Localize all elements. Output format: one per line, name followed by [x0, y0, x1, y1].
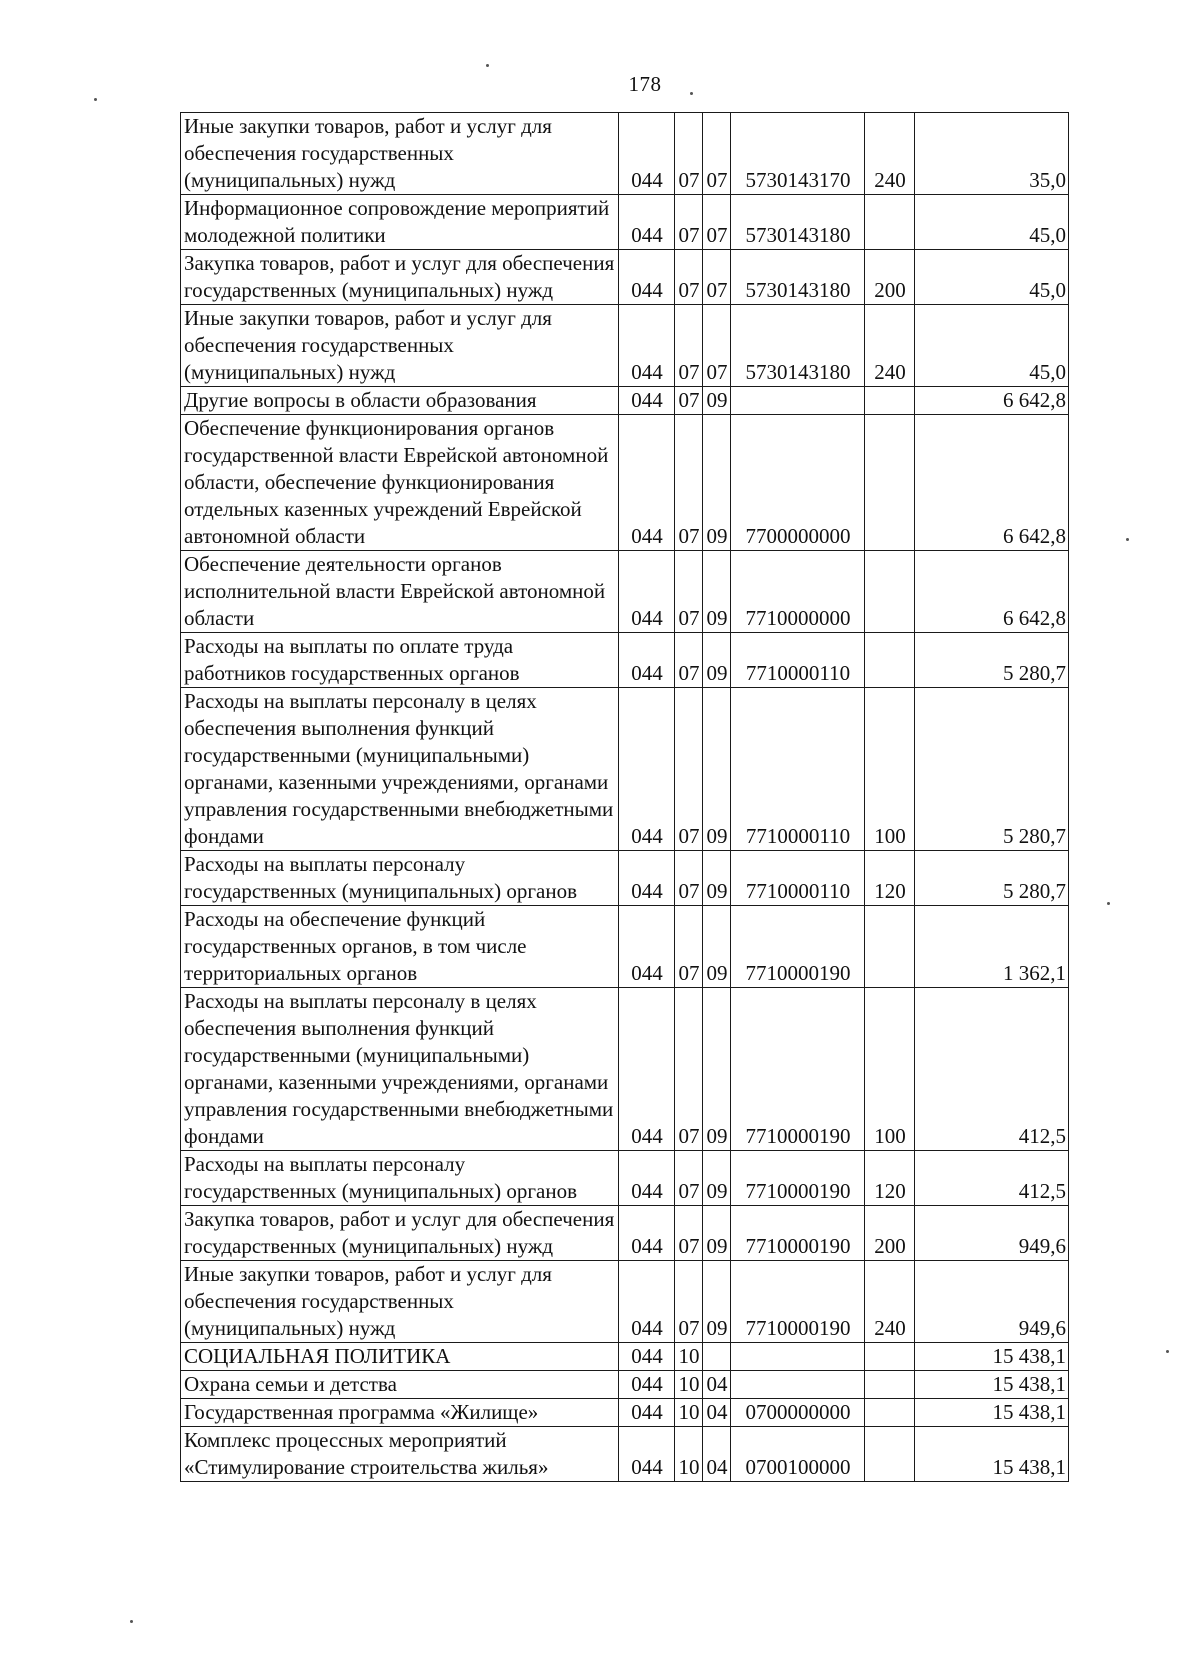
row-name-cell: Закупка товаров, работ и услуг для обеспечения государственных (муниципальных) нужд [181, 250, 619, 305]
row-rz-cell: 07 [675, 387, 703, 415]
row-name-cell: Расходы на выплаты персоналу в целях обеспечения выполнения функций государственными (муниципальными) органами, казенными учреждениями, органами управления государственными внебюджетными фондами [181, 688, 619, 851]
row-name-cell: Расходы на выплаты персоналу в целях обеспечения выполнения функций государственными (муниципальными) органами, казенными учреждениями, органами управления государственными внебюджетными фондами [181, 988, 619, 1151]
row-sum-cell: 15 438,1 [915, 1371, 1069, 1399]
scan-speck [94, 98, 97, 101]
row-rz-cell: 07 [675, 988, 703, 1151]
row-ved-cell: 044 [619, 195, 675, 250]
row-ved-cell: 044 [619, 551, 675, 633]
row-csr-cell: 5730143180 [731, 250, 865, 305]
row-rz-cell: 07 [675, 1206, 703, 1261]
row-sum-cell: 5 280,7 [915, 633, 1069, 688]
budget-table [180, 112, 1069, 1482]
row-vr-cell [865, 1343, 915, 1371]
row-name-cell: Закупка товаров, работ и услуг для обеспечения государственных (муниципальных) нужд [181, 1206, 619, 1261]
row-pr-cell: 09 [703, 1151, 731, 1206]
row-ved-cell: 044 [619, 415, 675, 551]
row-pr-cell: 07 [703, 305, 731, 387]
row-ved-cell: 044 [619, 1343, 675, 1371]
table-row [181, 551, 1069, 633]
row-vr-cell [865, 1371, 915, 1399]
row-rz-cell: 07 [675, 1151, 703, 1206]
row-sum-cell: 45,0 [915, 195, 1069, 250]
row-sum-cell: 1 362,1 [915, 906, 1069, 988]
row-sum-cell: 15 438,1 [915, 1399, 1069, 1427]
row-vr-cell: 240 [865, 305, 915, 387]
table-row [181, 1427, 1069, 1482]
table-row [181, 1261, 1069, 1343]
row-csr-cell: 7710000110 [731, 688, 865, 851]
row-sum-cell: 15 438,1 [915, 1427, 1069, 1482]
row-csr-cell: 7710000190 [731, 1151, 865, 1206]
page-number: 178 [628, 72, 662, 96]
row-csr-cell [731, 387, 865, 415]
table-row [181, 415, 1069, 551]
row-rz-cell: 07 [675, 195, 703, 250]
table-row [181, 250, 1069, 305]
row-name-cell: Расходы на обеспечение функций государственных органов, в том числе территориальных органов [181, 906, 619, 988]
row-sum-cell: 6 642,8 [915, 551, 1069, 633]
row-csr-cell: 0700100000 [731, 1427, 865, 1482]
row-csr-cell: 7710000190 [731, 1206, 865, 1261]
scan-speck [486, 64, 489, 67]
row-ved-cell: 044 [619, 250, 675, 305]
row-ved-cell: 044 [619, 1371, 675, 1399]
budget-table-body [181, 113, 1069, 1482]
row-vr-cell [865, 1427, 915, 1482]
row-vr-cell: 120 [865, 1151, 915, 1206]
row-vr-cell: 120 [865, 851, 915, 906]
row-rz-cell: 07 [675, 415, 703, 551]
row-pr-cell: 09 [703, 851, 731, 906]
table-row [181, 1151, 1069, 1206]
row-ved-cell: 044 [619, 1427, 675, 1482]
scan-speck [1126, 538, 1129, 541]
row-ved-cell: 044 [619, 387, 675, 415]
row-pr-cell: 09 [703, 1206, 731, 1261]
row-ved-cell: 044 [619, 305, 675, 387]
row-vr-cell [865, 415, 915, 551]
row-sum-cell: 35,0 [915, 113, 1069, 195]
row-rz-cell: 07 [675, 906, 703, 988]
row-vr-cell: 240 [865, 113, 915, 195]
row-pr-cell: 09 [703, 906, 731, 988]
row-csr-cell: 7700000000 [731, 415, 865, 551]
row-name-cell: Расходы на выплаты персоналу государственных (муниципальных) органов [181, 1151, 619, 1206]
row-csr-cell: 7710000190 [731, 1261, 865, 1343]
row-pr-cell: 04 [703, 1371, 731, 1399]
row-ved-cell: 044 [619, 1206, 675, 1261]
row-pr-cell: 07 [703, 250, 731, 305]
row-vr-cell [865, 195, 915, 250]
row-name-cell: Обеспечение функционирования органов государственной власти Еврейской автономной области, обеспечение функционирования отдельных казенных учреждений Еврейской автономной области [181, 415, 619, 551]
row-rz-cell: 07 [675, 1261, 703, 1343]
scan-speck [690, 92, 693, 95]
row-name-cell: Иные закупки товаров, работ и услуг для обеспечения государственных (муниципальных) нужд [181, 305, 619, 387]
row-vr-cell: 200 [865, 250, 915, 305]
table-row [181, 1206, 1069, 1261]
row-name-cell: Расходы на выплаты персоналу государственных (муниципальных) органов [181, 851, 619, 906]
row-sum-cell: 949,6 [915, 1261, 1069, 1343]
row-pr-cell: 09 [703, 551, 731, 633]
row-sum-cell: 949,6 [915, 1206, 1069, 1261]
row-name-cell: Расходы на выплаты по оплате труда работников государственных органов [181, 633, 619, 688]
row-name-cell: Информационное сопровождение мероприятий молодежной политики [181, 195, 619, 250]
table-row [181, 688, 1069, 851]
row-csr-cell: 5730143170 [731, 113, 865, 195]
row-csr-cell: 7710000110 [731, 851, 865, 906]
table-row [181, 305, 1069, 387]
row-pr-cell: 07 [703, 195, 731, 250]
row-name-cell: Иные закупки товаров, работ и услуг для обеспечения государственных (муниципальных) нужд [181, 1261, 619, 1343]
scan-speck [130, 1620, 133, 1623]
row-rz-cell: 07 [675, 633, 703, 688]
row-vr-cell [865, 387, 915, 415]
row-ved-cell: 044 [619, 851, 675, 906]
row-name-cell: Комплекс процессных мероприятий «Стимулирование строительства жилья» [181, 1427, 619, 1482]
row-rz-cell: 10 [675, 1427, 703, 1482]
table-row [181, 1371, 1069, 1399]
row-sum-cell: 15 438,1 [915, 1343, 1069, 1371]
row-csr-cell: 7710000000 [731, 551, 865, 633]
row-ved-cell: 044 [619, 1151, 675, 1206]
row-csr-cell [731, 1343, 865, 1371]
row-vr-cell [865, 551, 915, 633]
row-csr-cell: 5730143180 [731, 195, 865, 250]
row-sum-cell: 45,0 [915, 250, 1069, 305]
row-pr-cell: 04 [703, 1427, 731, 1482]
row-vr-cell: 100 [865, 988, 915, 1151]
row-name-cell: СОЦИАЛЬНАЯ ПОЛИТИКА [181, 1343, 619, 1371]
row-sum-cell: 412,5 [915, 1151, 1069, 1206]
row-pr-cell: 09 [703, 688, 731, 851]
row-rz-cell: 10 [675, 1371, 703, 1399]
table-row [181, 851, 1069, 906]
row-vr-cell: 100 [865, 688, 915, 851]
row-name-cell: Государственная программа «Жилище» [181, 1399, 619, 1427]
row-vr-cell [865, 1399, 915, 1427]
row-rz-cell: 10 [675, 1399, 703, 1427]
row-rz-cell: 07 [675, 305, 703, 387]
row-pr-cell: 09 [703, 633, 731, 688]
row-vr-cell: 240 [865, 1261, 915, 1343]
row-sum-cell: 6 642,8 [915, 415, 1069, 551]
table-row [181, 988, 1069, 1151]
row-name-cell: Иные закупки товаров, работ и услуг для обеспечения государственных (муниципальных) нужд [181, 113, 619, 195]
table-row [181, 195, 1069, 250]
row-csr-cell: 7710000190 [731, 988, 865, 1151]
row-rz-cell: 07 [675, 551, 703, 633]
row-pr-cell [703, 1343, 731, 1371]
row-pr-cell: 07 [703, 113, 731, 195]
row-rz-cell: 07 [675, 113, 703, 195]
row-csr-cell: 7710000110 [731, 633, 865, 688]
table-row [181, 1343, 1069, 1371]
row-ved-cell: 044 [619, 633, 675, 688]
row-ved-cell: 044 [619, 688, 675, 851]
row-csr-cell: 5730143180 [731, 305, 865, 387]
row-pr-cell: 09 [703, 1261, 731, 1343]
row-sum-cell: 412,5 [915, 988, 1069, 1151]
row-csr-cell: 0700000000 [731, 1399, 865, 1427]
row-ved-cell: 044 [619, 906, 675, 988]
row-pr-cell: 09 [703, 988, 731, 1151]
row-rz-cell: 07 [675, 688, 703, 851]
row-vr-cell [865, 906, 915, 988]
row-ved-cell: 044 [619, 1261, 675, 1343]
row-name-cell: Охрана семьи и детства [181, 1371, 619, 1399]
row-sum-cell: 45,0 [915, 305, 1069, 387]
row-ved-cell: 044 [619, 988, 675, 1151]
table-row [181, 906, 1069, 988]
row-rz-cell: 07 [675, 250, 703, 305]
row-sum-cell: 6 642,8 [915, 387, 1069, 415]
row-name-cell: Другие вопросы в области образования [181, 387, 619, 415]
row-name-cell: Обеспечение деятельности органов исполнительной власти Еврейской автономной области [181, 551, 619, 633]
table-row [181, 633, 1069, 688]
row-ved-cell: 044 [619, 1399, 675, 1427]
row-vr-cell: 200 [865, 1206, 915, 1261]
row-sum-cell: 5 280,7 [915, 688, 1069, 851]
row-sum-cell: 5 280,7 [915, 851, 1069, 906]
row-pr-cell: 09 [703, 387, 731, 415]
row-csr-cell [731, 1371, 865, 1399]
row-rz-cell: 07 [675, 851, 703, 906]
row-rz-cell: 10 [675, 1343, 703, 1371]
row-pr-cell: 09 [703, 415, 731, 551]
row-csr-cell: 7710000190 [731, 906, 865, 988]
scan-speck [1166, 1350, 1169, 1353]
table-row [181, 1399, 1069, 1427]
scan-speck [1107, 902, 1110, 905]
table-row [181, 387, 1069, 415]
table-row [181, 113, 1069, 195]
row-vr-cell [865, 633, 915, 688]
row-ved-cell: 044 [619, 113, 675, 195]
row-pr-cell: 04 [703, 1399, 731, 1427]
